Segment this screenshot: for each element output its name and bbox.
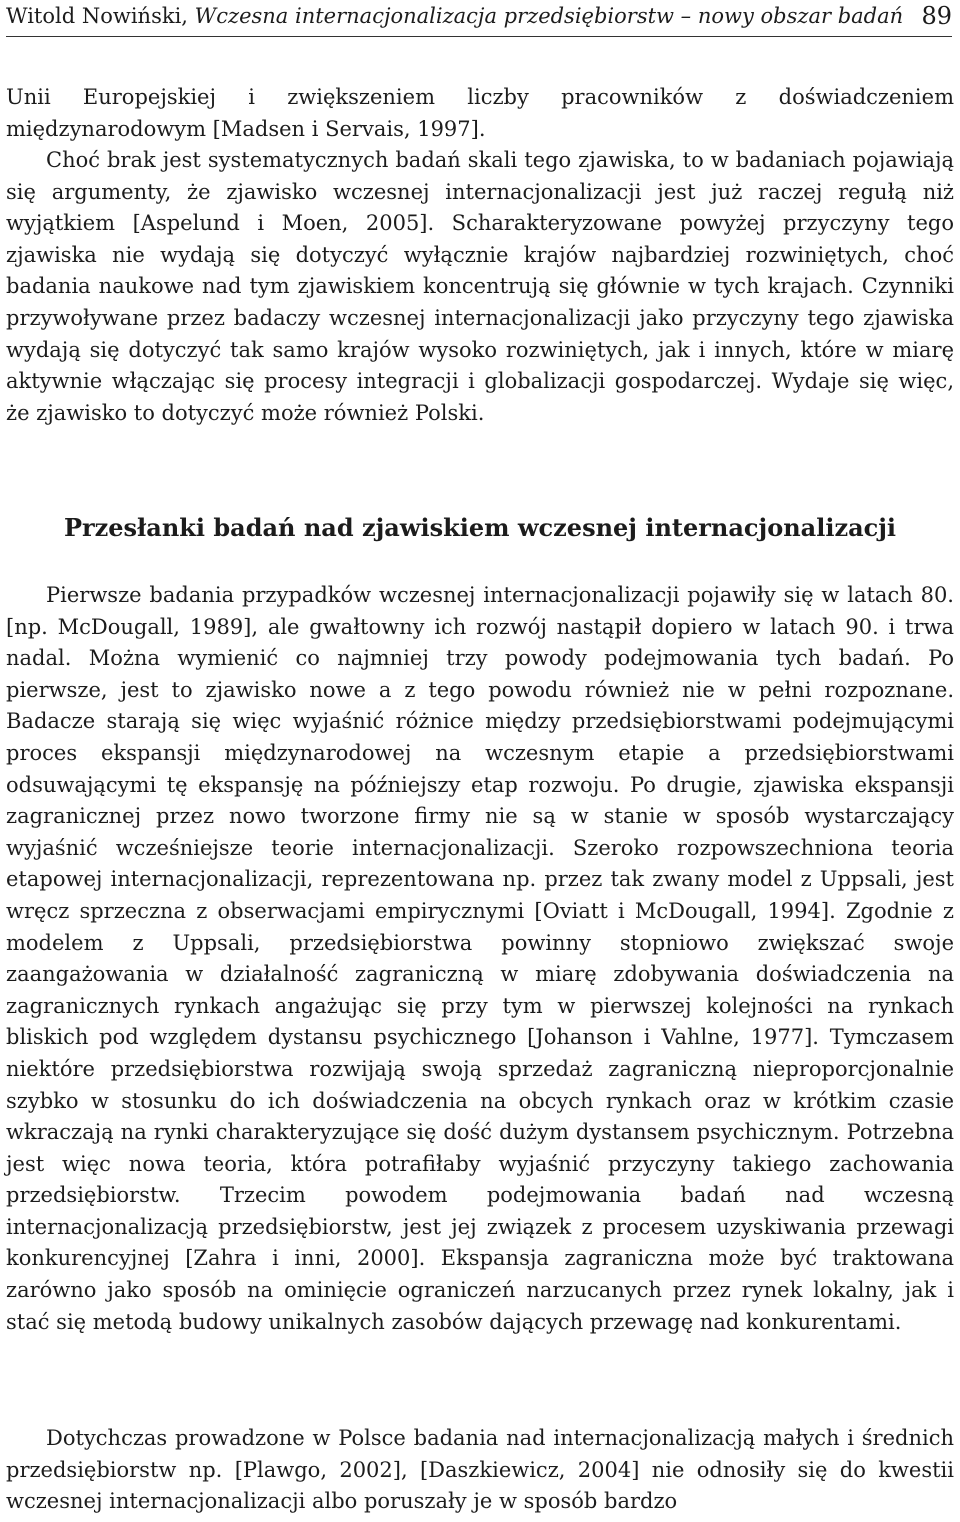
paragraph-scale-of-phenomenon: Choć brak jest systematycznych badań skali tego zjawiska, to w badaniach pojawiają się argumenty, że zjawisko wczesnej internacjonalizacji jest już raczej regułą niż wyjątkiem [Aspelund i Moen, 2005]. Scharakteryzowane powyżej przyczyny tego zjawiska nie wydają się dotyczyć wyłącznie krajów najbardziej rozwiniętych, choć badania naukowe nad tym zjawiskiem koncentrują się głównie w tych krajach. Czynniki przywoływane przez badaczy wczesnej internacjonalizacji jako przyczyny tego zjawiska wydają się dotyczyć tak samo krajów wysoko rozwiniętych, jak i innych, które w miarę aktywnie włączając się procesy integracji i globalizacji gospodarczej. Wydaje się więc, że zjawisko to dotyczyć może również Polski. [6, 148, 954, 425]
running-header [6, 0, 952, 37]
header-author: Witold Nowiński, [6, 4, 188, 28]
page-number: 89 [921, 2, 952, 30]
header-citation [6, 1, 903, 31]
section-heading: Przesłanki badań nad zjawiskiem wczesnej internacjonalizacji [63, 513, 897, 542]
header-title: Wczesna internacjonalizacja przedsiębiorstw – nowy obszar badań [194, 4, 904, 28]
paragraph-polish-research: Dotychczas prowadzone w Polsce badania nad internacjonalizacją małych i średnich przedsiębiorstw np. [Plawgo, 2002], [Daszkiewicz, 2004] nie odnosiły się do kwestii wczesnej internacjonalizacji albo poruszały je w sposób bardzo [6, 1426, 954, 1514]
paragraph-research-reasons: Pierwsze badania przypadków wczesnej internacjonalizacji pojawiły się w latach 80. [np. McDougall, 1989], ale gwałtowny ich rozwój nastąpił dopiero w latach 90. i trwa nadal. Można wymienić co najmniej trzy powody podejmowania tych badań. Po pierwsze, jest to zjawisko nowe a z tego powodu również nie w pełni rozpoznane. Badacze starają się więc wyjaśnić różnice między przedsiębiorstwami podejmującymi proces ekspansji międzynarodowej na wczesnym etapie a przedsiębiorstwami odsuwającymi tę ekspansję na późniejszy etap rozwoju. Po drugie, zjawiska ekspansji zagranicznej przez nowo tworzone firmy nie są w stanie w sposób wystarczający wyjaśnić wcześniejsze teorie internacjonalizacji. Szeroko rozpowszechniona teoria etapowej internacjonalizacji, reprezentowana np. przez tak zwany model z Uppsali, jest wręcz sprzeczna z obserwacjami empirycznymi [Oviatt i McDougall, 1994]. Zgodnie z modelem z Uppsali, przedsiębiorstwa powinny stopniowo zwiększać swoje zaangażowania w działalność zagraniczną w miarę zdobywania doświadczenia na zagranicznych rynkach angażując się przy tym w pierwszej kolejności na rynkach bliskich pod względem dystansu psychicznego [Johanson i Vahlne, 1977]. Tymczasem niektóre przedsiębiorstwa rozwijają swoją sprzedaż zagraniczną nieproporcjonalnie szybko w stosunku do ich doświadczenia na obcych rynkach oraz w krótkim czasie wkraczają na rynki charakteryzujące się dość dużym dystansem psychicznym. Potrzebna jest więc nowa teoria, która potrafiłaby wyjaśnić przyczyny takiego zachowania przedsiębiorstw. Trzecim powodem podejmowania badań nad wczesną internacjonalizacją przedsiębiorstw, jest jej związek z procesem uzyskiwania przewagi konkurencyjnej [Zahra i inni, 2000]. Ekspansja zagraniczna może być traktowana zarówno jako sposób na ominięcie ograniczeń narzucanych przez rynek lokalny, jak i stać się metodą budowy unikalnych zasobów dających przewagę nad konkurentami. [6, 583, 954, 1334]
paragraph-continuation: Unii Europejskiej i zwiększeniem liczby pracowników z doświadczeniem międzynarodowym [Madsen i Servais, 1997]. [6, 85, 954, 141]
